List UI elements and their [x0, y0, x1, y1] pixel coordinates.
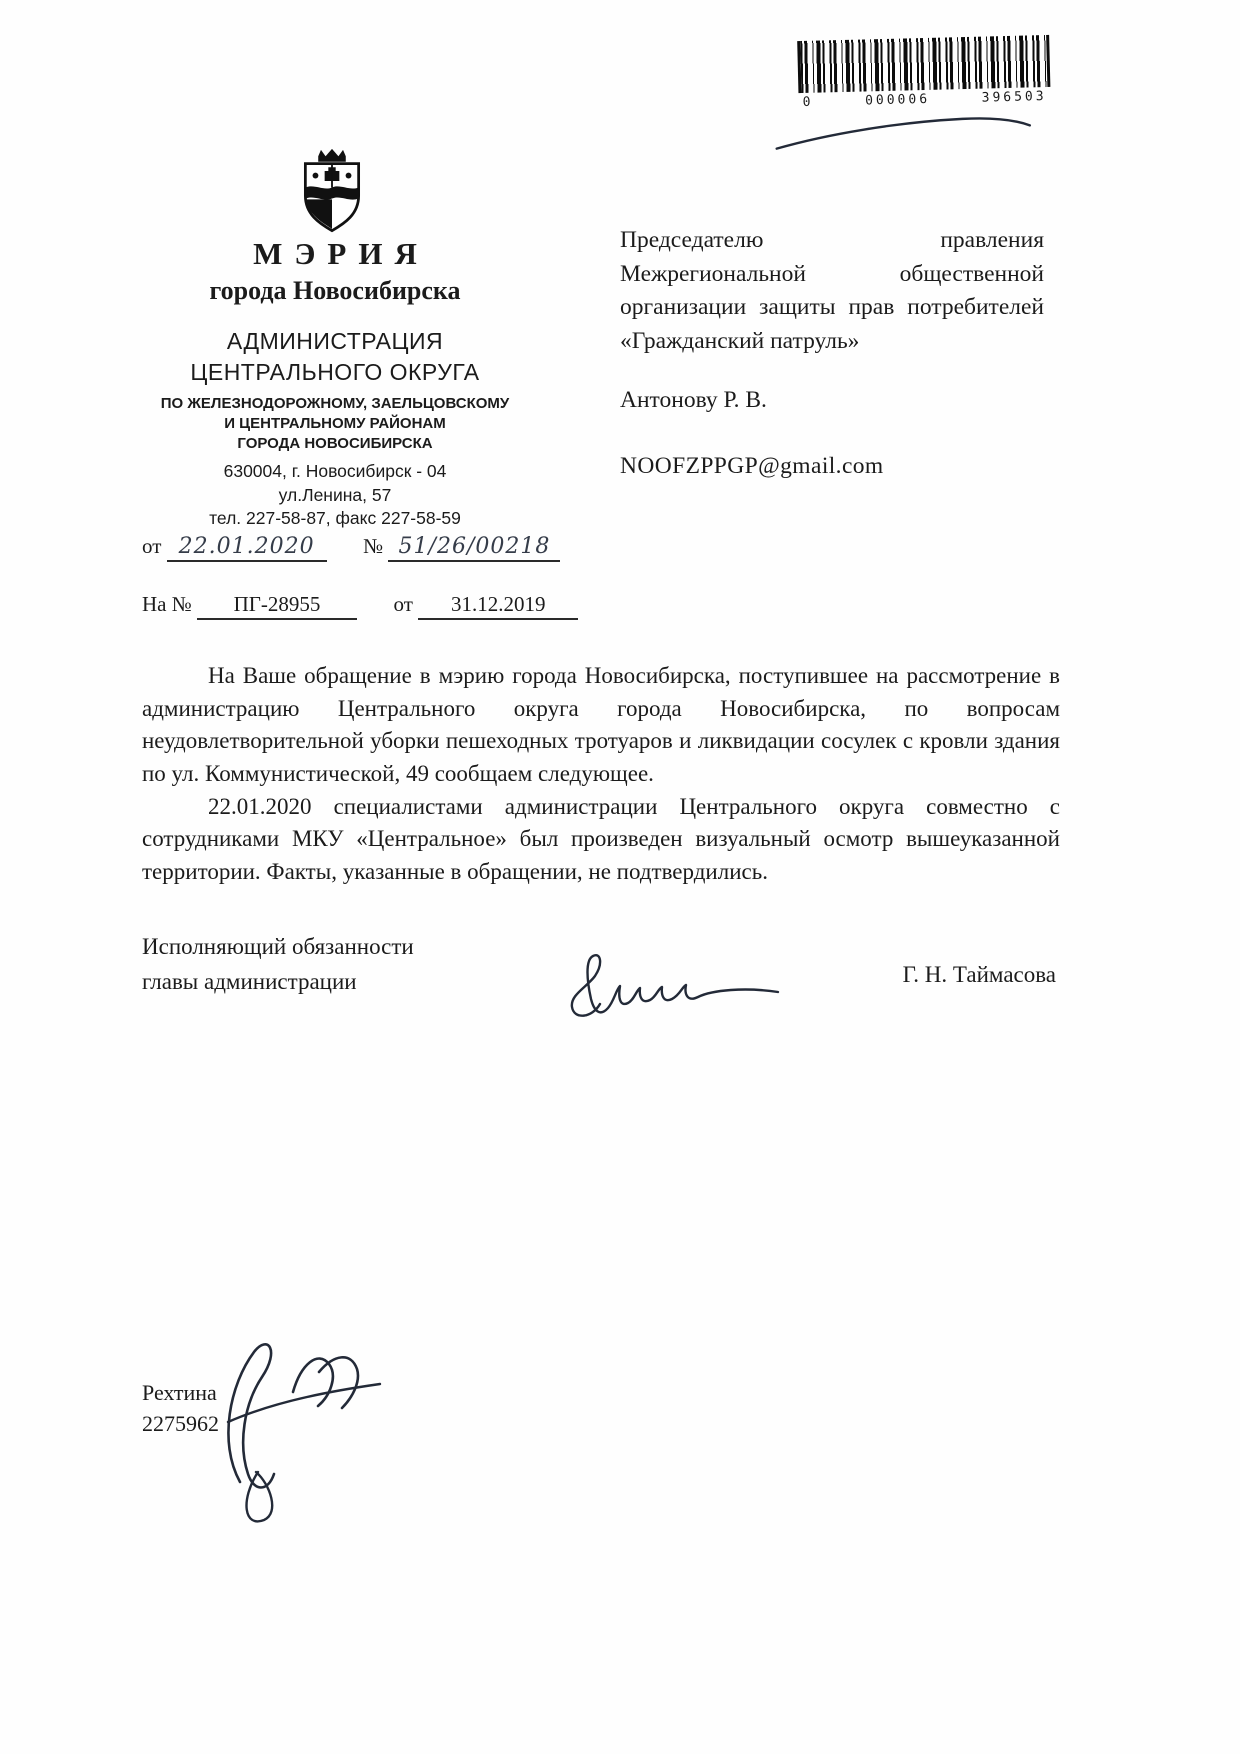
signer-position-line2: главы администрации: [142, 968, 357, 994]
signer-position-line1: Исполняющий обязанности: [142, 934, 414, 959]
sender-block: [125, 236, 545, 530]
outgoing-number-label: №: [363, 534, 384, 558]
signature-row: [142, 930, 1060, 1050]
recipient-address-block: Председателю правления Межрегиональной общественной организации защиты прав потребителей «Гражданский патруль»: [620, 227, 1044, 354]
executor-handwritten-signature: [188, 1322, 438, 1537]
handwritten-underline-mark: [768, 108, 1038, 156]
sender-street-address: ул.Ленина, 57: [278, 484, 392, 505]
body-paragraph-2: 22.01.2020 специалистами администрации Центрального округа совместно с сотрудниками МКУ «Центральное» был произведен визуальный осмотр вышеуказанной территории. Факты, указанные в обращении, не подтвердились.: [142, 793, 1060, 884]
sender-districts-line3: ГОРОДА НОВОСИБИРСКА: [237, 434, 433, 452]
novosibirsk-coat-of-arms-icon: [286, 148, 378, 238]
handwritten-signature: [560, 946, 790, 1030]
incoming-date-value: 31.12.2019: [418, 592, 578, 620]
recipient-email: NOOFZPPGP@gmail.com: [620, 452, 884, 479]
signer-name: Г. Н. Таймасова: [902, 962, 1056, 987]
sender-phone-fax: тел. 227-58-87, факс 227-58-59: [209, 507, 461, 528]
executor-phone: 2275962: [142, 1410, 219, 1436]
incoming-number-label: На №: [142, 592, 192, 616]
sender-districts-line1: ПО ЖЕЛЕЗНОДОРОЖНОМУ, ЗАЕЛЬЦОВСКОМУ: [160, 395, 510, 413]
sender-org-title: МЭРИЯ: [253, 236, 429, 271]
sender-postal-address: 630004, г. Новосибирск - 04: [223, 461, 447, 482]
sender-districts-line2: И ЦЕНТРАЛЬНОМУ РАЙОНАМ: [224, 414, 446, 432]
recipient-block: [620, 224, 1044, 484]
body-paragraph-1: На Ваше обращение в мэрию города Новосибирска, поступившее на рассмотрение в администрацию Центрального округа города Новосибирска, по вопросам неудовлетворительной уборки пешеходных тротуаров и ликвидации сосулек с кровли здания по ул. Коммунистической, 49 сообщаем следующее.: [142, 663, 1060, 786]
reference-block: [142, 534, 602, 620]
sender-department-line2: ЦЕНТРАЛЬНОГО ОКРУГА: [190, 359, 480, 386]
recipient-name: Антонову Р. В.: [620, 387, 767, 414]
incoming-reference-line: [142, 592, 602, 620]
sender-department-line1: АДМИНИСТРАЦИЯ: [226, 328, 444, 354]
incoming-date-label: от: [393, 592, 413, 616]
executor-name: Рехтина: [142, 1380, 217, 1405]
barcode-digit-group: 396503: [981, 89, 1047, 106]
barcode-digit-group: 0: [802, 94, 814, 110]
barcode-bars: [797, 35, 1050, 93]
letter-body: [142, 660, 1060, 889]
outgoing-date-label: от: [142, 534, 162, 558]
barcode: [797, 35, 1051, 110]
sender-org-subtitle: города Новосибирска: [209, 276, 461, 305]
outgoing-date-handwritten: 22.01.2020: [167, 534, 327, 562]
incoming-number-value: ПГ-28955: [197, 592, 357, 620]
barcode-digit-group: 000006: [864, 91, 931, 109]
outgoing-number-handwritten: 51/26/00218: [388, 534, 560, 562]
outgoing-reference-line: [142, 534, 602, 562]
